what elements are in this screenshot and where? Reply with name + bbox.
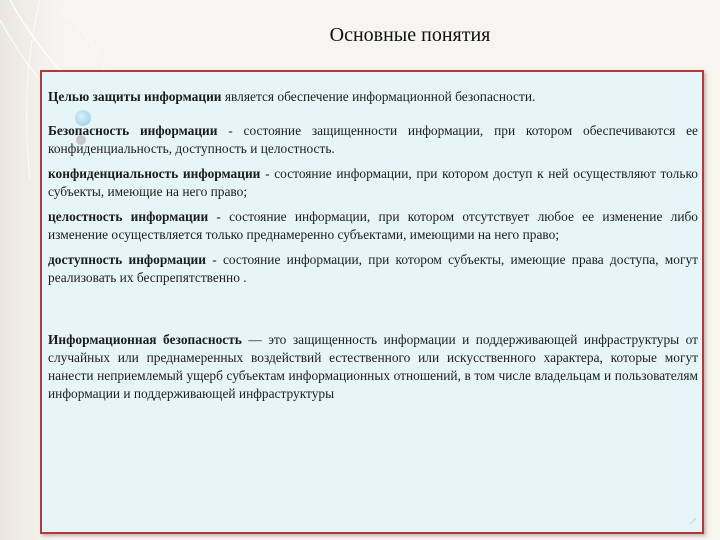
paragraph-availability <box>48 251 698 287</box>
definition-information-security: - состояние защищенности информации, при котором обеспечиваются ее конфиденциальность, доступность и целостность. <box>48 123 698 156</box>
term-information-security: Безопасность информации <box>48 123 218 138</box>
paragraph-goal <box>48 88 698 106</box>
definition-goal: является обеспечение информационной безопасности. <box>221 89 536 104</box>
definition-integrity: - состояние информации, при котором отсутствует любое ее изменение либо изменение осуществляется только преднамеренно субъектами, имеющими на него право; <box>48 209 698 242</box>
paragraph-integrity <box>48 208 698 244</box>
term-goal: Целью защиты информации <box>48 89 222 104</box>
term-integrity: целостность информации <box>48 209 209 224</box>
paragraph-infosec <box>48 331 698 403</box>
definitions-text <box>48 88 698 403</box>
definition-confidentiality: - состояние информации, при котором доступ к ней осуществляют только субъекты, имеющие на него право; <box>48 166 698 199</box>
paragraph-information-security-state <box>48 122 698 158</box>
term-infosec: Информационная безопасность <box>48 332 242 347</box>
corner-mark-icon <box>688 516 698 526</box>
term-availability: доступность информации <box>48 252 206 267</box>
definition-infosec: — это защищенность информации и поддерживающей инфраструктуры от случайных или преднамеренных воздействий естественного или искусственного характера, которые могут нанести неприемлемый ущерб субъектам информационных отношений, в том числе владельцам и пользователям информации и поддерживающей инфраструктуры <box>48 332 699 401</box>
term-confidentiality: конфиденциальность информации <box>48 166 261 181</box>
definition-availability: - состояние информации, при котором субъекты, имеющие права доступа, могут реализовать их беспрепятственно . <box>48 252 698 285</box>
slide-title: Основные понятия <box>329 24 491 46</box>
paragraph-confidentiality <box>48 165 698 201</box>
